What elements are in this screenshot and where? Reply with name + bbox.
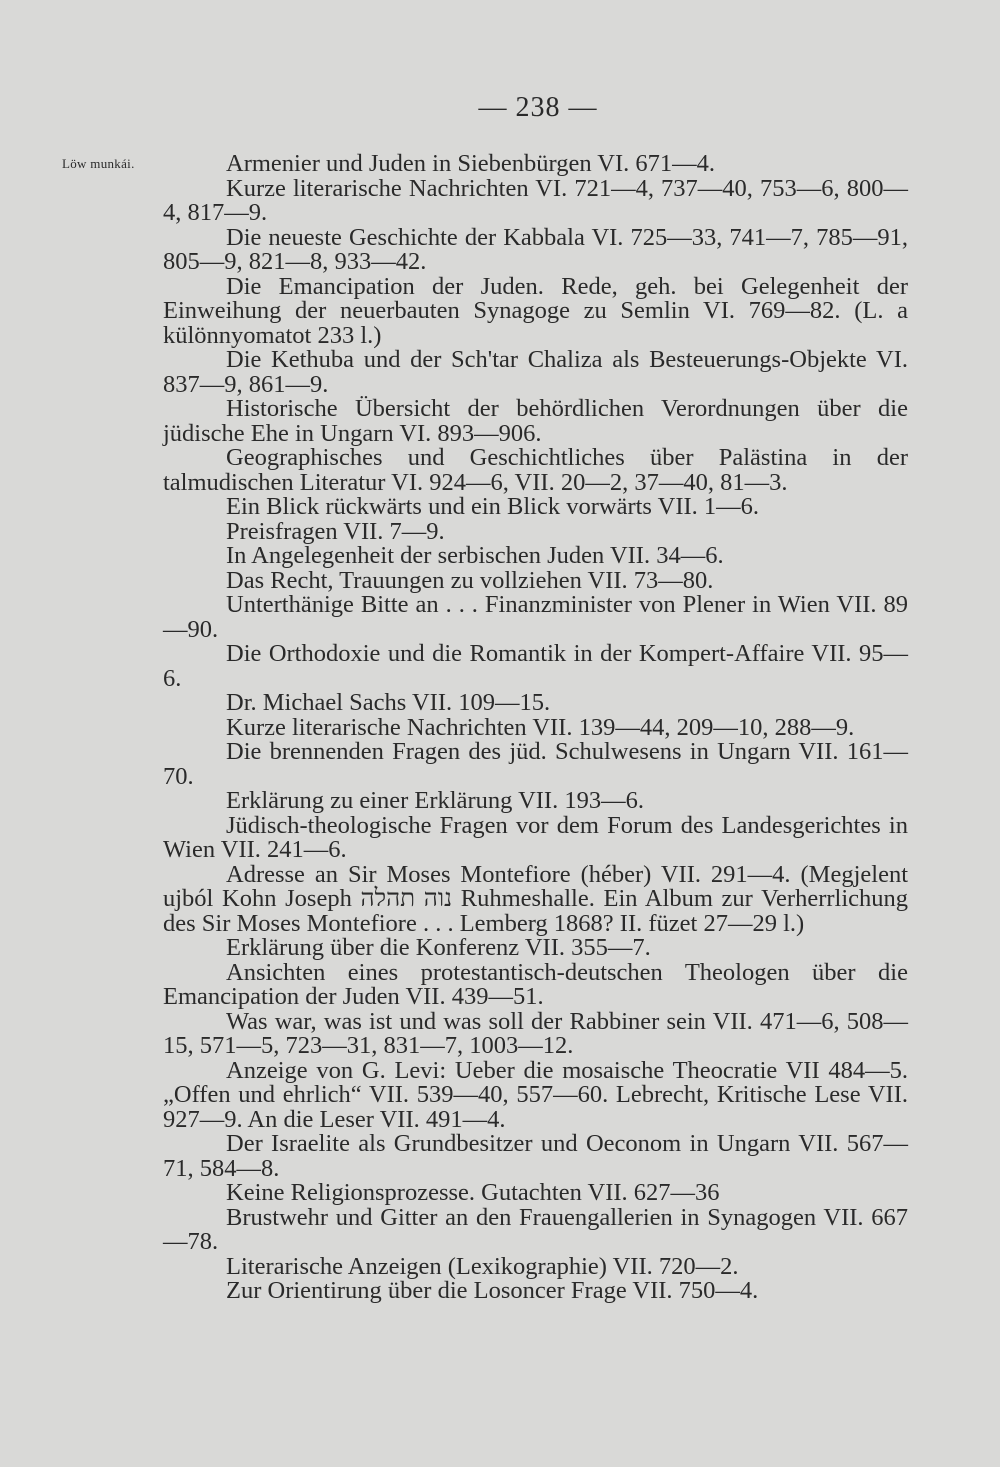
bibliography-entry: Dr. Michael Sachs VII. 109—15. xyxy=(226,689,551,716)
bibliography-entry: Kurze literarische Nachrichten VI. 721—4, 737—40, 753—6, 800—4, 817—9. xyxy=(163,174,908,226)
bibliography-entry: Ansichten eines protestantisch-deutschen Theologen über die Emancipation der Juden VII. 439—51. xyxy=(163,958,908,1010)
bibliography-entry: Erklärung über die Konferenz VII. 355—7. xyxy=(226,934,651,961)
bibliography-entry: Die Emancipation der Juden. Rede, geh. bei Gelegenheit der Einweihung der neuerbauten Synagoge zu Semlin VI. 769—82. (L. a különnyomatot 233 l.) xyxy=(163,272,908,349)
bibliography-entry: Kurze literarische Nachrichten VII. 139—44, 209—10, 288—9. xyxy=(226,713,855,741)
main-text xyxy=(163,152,908,1304)
hebrew-title: נוה תהלה xyxy=(360,885,453,912)
bibliography-entry: Preisfragen VII. 7—9. xyxy=(226,517,445,545)
bibliography-entry: Keine Religionsprozesse. Gutachten VII. 627—36 xyxy=(226,1179,720,1206)
bibliography-entry: Erklärung zu einer Erklärung VII. 193—6. xyxy=(226,787,644,814)
bibliography-entry: Der Israelite als Grundbesitzer und Oeconom in Ungarn VII. 567—71, 584—8. xyxy=(163,1130,908,1182)
page-number: — 238 — xyxy=(478,92,598,123)
bibliography-entry: Armenier und Juden in Siebenbürgen VI. 671—4. xyxy=(226,150,716,177)
bibliography-entry: Historische Übersicht der behördlichen Verordnungen über die jüdische Ehe in Ungarn VI. 893—906. xyxy=(163,395,908,447)
bibliography-entry: Adresse an Sir Moses Montefiore (héber) VII. 291—4. (Megjelent ujból Kohn Joseph נוה תהלה Ruhmeshalle. Ein Album zur Verherrlichung des Sir Moses Montefiore . . . Lemberg 1868? II. füzet 27—29 l.) xyxy=(163,860,909,937)
bibliography-entry: Die neueste Geschichte der Kabbala VI. 725—33, 741—7, 785—91, 805—9, 821—8, 933—42. xyxy=(163,223,908,275)
bibliography-entry: Die Orthodoxie und die Romantik in der Kompert-Affaire VII. 95—6. xyxy=(163,640,908,692)
bibliography-entry: Literarische Anzeigen (Lexikographie) VII. 720—2. xyxy=(226,1252,739,1280)
bibliography-entry: Was war, was ist und was soll der Rabbiner sein VII. 471—6, 508—15, 571—5, 723—31, 831—7, 1003—12. xyxy=(163,1007,908,1059)
bibliography-entry: Anzeige von G. Levi: Ueber die mosaische Theocratie VII 484—5. „Offen und ehrlich“ VII. 539—40, 557—60. Lebrecht, Kritische Lese VII. 927—9. An die Leser VII. 491—4. xyxy=(163,1056,908,1133)
bibliography-entry: Das Recht, Trauungen zu vollziehen VII. 73—80. xyxy=(226,566,714,594)
bibliography-entry: Zur Orientirung über die Losoncer Frage VII. 750—4. xyxy=(226,1277,759,1304)
margin-note: Löw munkái. xyxy=(62,156,135,171)
bibliography-entry: Die Kethuba und der Sch'tar Chaliza als Besteuerungs-Objekte VI. 837—9, 861—9. xyxy=(163,346,908,398)
bibliography-entry: In Angelegenheit der serbischen Juden VII. 34—6. xyxy=(226,542,724,569)
bibliography-entry: Geographisches und Geschichtliches über Palästina in der talmudischen Literatur VI. 924—6, VII. 20—2, 37—40, 81—3. xyxy=(163,444,908,496)
bibliography-entry: Die brennenden Fragen des jüd. Schulwesens in Ungarn VII. 161—70. xyxy=(163,738,908,790)
bibliography-entry: Ein Blick rückwärts und ein Blick vorwärts VII. 1—6. xyxy=(226,493,760,520)
bibliography-entry: Brustwehr und Gitter an den Frauengallerien in Synagogen VII. 667—78. xyxy=(163,1203,908,1255)
bibliography-entry: Jüdisch-theologische Fragen vor dem Forum des Landesgerichtes in Wien VII. 241—6. xyxy=(163,811,908,863)
bibliography-entry: Unterthänige Bitte an . . . Finanzminister von Plener in Wien VII. 89—90. xyxy=(163,591,908,643)
